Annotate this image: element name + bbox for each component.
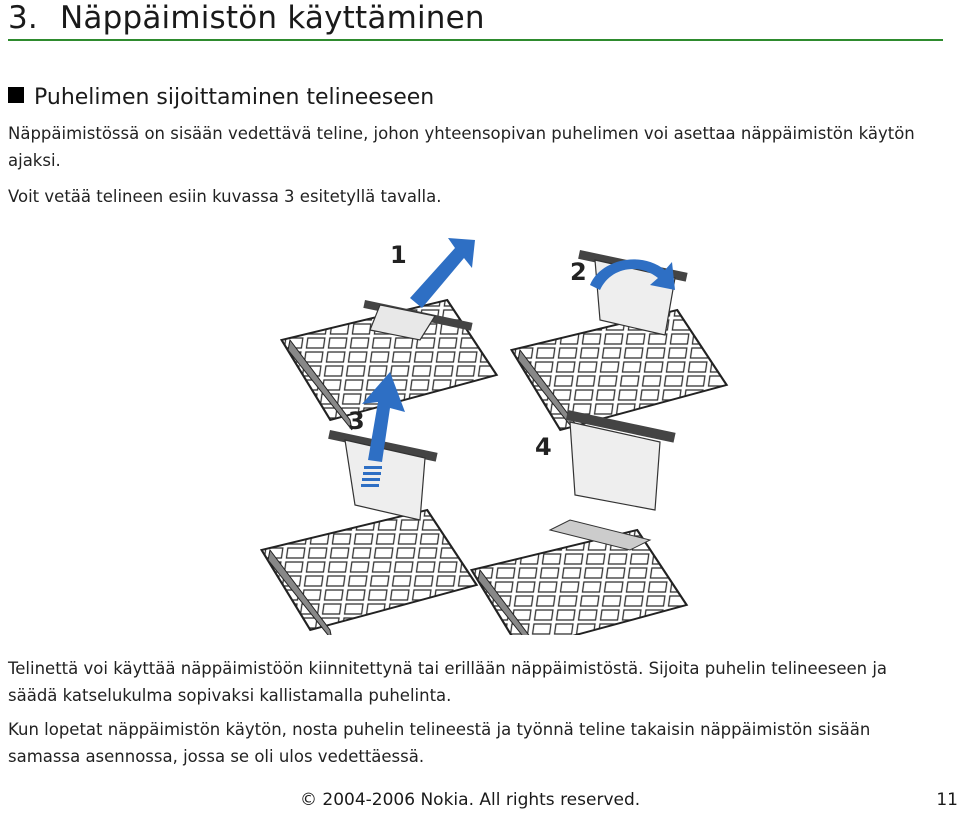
paragraph-3-line-2: säädä katselukulma sopivaksi kallistamalla puhelinta. [8,686,452,705]
copyright-footer: © 2004-2006 Nokia. All rights reserved. [300,790,641,810]
paragraph-1-line-2: ajaksi. [8,151,61,170]
paragraph-4-line-1: Kun lopetat näppäimistön käytön, nosta puhelin telineestä ja työnnä teline takaisin näppäimistön sisään [8,720,871,739]
keyboard-stand-illustration [230,235,730,635]
square-bullet-icon [8,87,24,103]
keyboard-step-2 [500,250,730,440]
section-heading [8,84,434,112]
step-label-3: 3 [348,407,365,435]
header-rule [8,39,943,41]
page-number: 11 [936,790,958,810]
paragraph-3-line-1: Telinettä voi käyttää näppäimistöön kiinnitettynä tai erillään näppäimistöstä. Sijoita puhelin telineeseen ja [8,659,888,678]
up-arrow-icon [410,238,475,308]
paragraph-1-line-1: Näppäimistössä on sisään vedettävä teline, johon yhteensopivan puhelimen voi asettaa näppäimistön käytön [8,124,915,143]
step-label-2: 2 [570,258,587,286]
chapter-number: 3. [8,0,38,36]
section-title-text: Puhelimen sijoittaminen telineeseen [34,85,435,110]
step-label-1: 1 [390,241,407,269]
keyboard-step-4 [460,410,697,635]
chapter-title [8,0,485,36]
chapter-title-text: Näppäimistön käyttäminen [59,0,485,36]
paragraph-4-line-2: samassa asennossa, jossa se oli ulos vedettäessä. [8,747,425,766]
keyboard-step-3 [250,372,487,635]
step-label-4: 4 [535,433,552,461]
paragraph-2: Voit vetää telineen esiin kuvassa 3 esitetyllä tavalla. [8,187,442,206]
